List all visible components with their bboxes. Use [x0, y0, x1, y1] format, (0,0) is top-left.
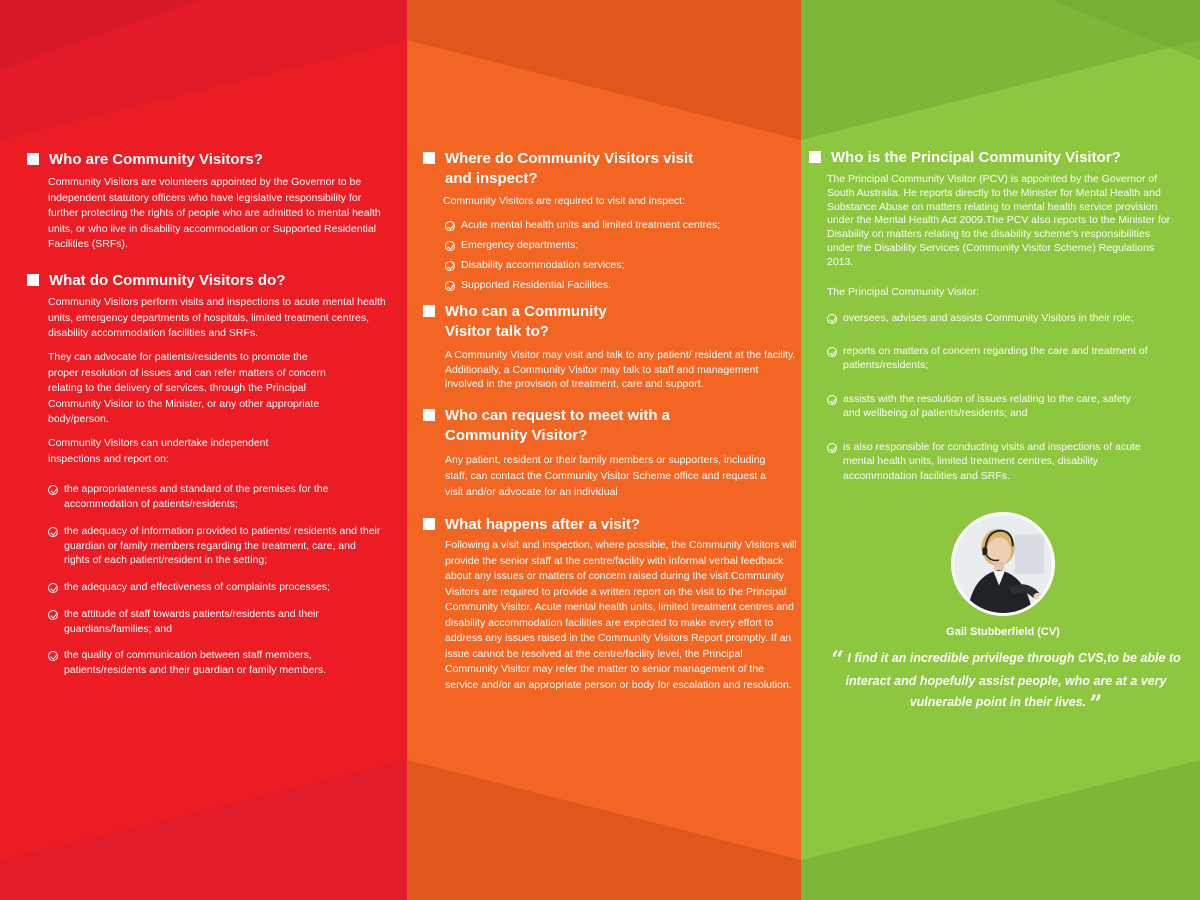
square-bullet-icon — [423, 152, 435, 164]
heading-text: What happens after a visit? — [445, 516, 641, 533]
where-text: Community Visitors are required to visit and inspect: — [443, 195, 685, 207]
list-item: the adequacy and effectiveness of complaints processes; — [48, 580, 384, 595]
close-quote-icon: ” — [1089, 691, 1103, 717]
check-circle-icon — [827, 395, 837, 405]
red-panel — [0, 0, 407, 900]
check-circle-icon — [445, 281, 455, 291]
talk-text: A Community Visitor may visit and talk to any patient/ resident at the facility. Additionally, a Community Visitor may talk to staff and management involved in the provision of treatment, care and support. — [445, 349, 796, 390]
list-item: oversees, advises and assists Community Visitors in their role; — [827, 311, 1167, 326]
heading-pcv — [809, 148, 1121, 168]
square-bullet-icon — [809, 151, 821, 163]
where-list — [445, 218, 785, 293]
check-circle-icon — [48, 610, 58, 620]
check-circle-icon — [48, 485, 58, 495]
heading-text: Who is the Principal Community Visitor? — [831, 149, 1121, 166]
check-circle-icon — [827, 443, 837, 453]
report-list — [48, 482, 384, 677]
check-circle-icon — [445, 221, 455, 231]
open-quote-icon: “ — [831, 647, 844, 673]
list-item: Disability accommodation services; — [445, 258, 785, 273]
square-bullet-icon — [423, 409, 435, 421]
heading-what-do — [27, 271, 285, 291]
list-item: reports on matters of concern regarding the care and treatment of patients/residents; — [827, 344, 1167, 373]
list-item: assists with the resolution of issues relating to the care, safety and wellbeing of patients/residents; and — [827, 392, 1167, 421]
check-circle-icon — [48, 527, 58, 537]
square-bullet-icon — [423, 518, 435, 530]
list-item: the adequacy of information provided to patients/ residents and their guardian or family members regarding the treatment, care, and rights of each patient/resident in the setting; — [48, 524, 384, 568]
list-item: Acute mental health units and limited treatment centres; — [445, 218, 785, 233]
testimonial-quote — [831, 648, 1181, 715]
check-circle-icon — [445, 241, 455, 251]
quote-text: I find it an incredible privilege through CVS,to be able to interact and hopefully assist people, who are at a very vulnerable point in their lives. — [845, 651, 1181, 709]
heading-text: What do Community Visitors do? — [49, 272, 286, 289]
person-with-headset-icon — [951, 512, 1055, 616]
list-item: Emergency departments; — [445, 238, 785, 253]
heading-request — [423, 406, 675, 446]
orange-panel — [407, 0, 801, 900]
check-circle-icon — [48, 651, 58, 661]
green-panel — [801, 0, 1200, 900]
heading-text: Who can a Community Visitor talk to? — [445, 303, 607, 340]
photo-caption: Gail Stubberfield (CV) — [946, 626, 1060, 638]
square-bullet-icon — [423, 305, 435, 317]
heading-text: Where do Community Visitors visit and inspect? — [445, 150, 694, 187]
list-item: the attitude of staff towards patients/residents and their guardians/families; and — [48, 607, 384, 636]
check-circle-icon — [827, 347, 837, 357]
check-circle-icon — [48, 583, 58, 593]
what-do-text-1: Community Visitors perform visits and inspections to acute mental health units, emergency departments of hospitals, limited treatment centres, disability accommodation facilities and SRFs. — [48, 296, 386, 339]
heading-text: Who are Community Visitors? — [49, 151, 263, 168]
heading-where — [423, 149, 783, 189]
list-item: Supported Residential Facilities. — [445, 278, 785, 293]
what-do-text-3: Community Visitors can undertake independent inspections and report on: — [48, 437, 269, 465]
request-text: Any patient, resident or their family members or supporters, including staff, can contact the Community Visitor Scheme office and request a visit and/or advocate for an individual — [445, 454, 767, 498]
square-bullet-icon — [27, 153, 39, 165]
heading-after — [423, 515, 640, 535]
pcv-list — [827, 311, 1167, 483]
list-item: is also responsible for conducting visits and inspections of acute mental health units, limited treatment centres, disability accommodation facilities and SRFs. — [827, 440, 1167, 484]
list-item: the quality of communication between staff members, patients/residents and their guardian or family members. — [48, 648, 384, 677]
what-do-text-2: They can advocate for patients/residents to promote the proper resolution of issues and can refer matters of concern relating to the delivery of services, through the Principal Community Visitor to the Minister, or any other appropriate body/person. — [48, 351, 326, 425]
square-bullet-icon — [27, 274, 39, 286]
check-circle-icon — [827, 314, 837, 324]
list-item: the appropriateness and standard of the premises for the accommodation of patients/residents; — [48, 482, 384, 511]
who-are-text: Community Visitors are volunteers appointed by the Governor to be independent statutory officers who have legislative responsibility for further protecting the rights of people who are admitted to mental health units, or who live in disability accommodation or Supported Residential Facilities (SRFs). — [48, 176, 381, 250]
heading-who-are — [27, 150, 263, 170]
heading-talk — [423, 302, 645, 342]
after-text: Following a visit and inspection, where possible, the Community Visitors will provide the senior staff at the centre/facility with informal verbal feedback about any issues or matters of concern raised during the visit.Community Visitors are required to provide a written report on the visit to the Principal Community Visitor. Acute mental health units, limited treatment centres and disability accommodation facilities are expected to make every effort to address any issues raised in the Community Visitors Report promptly. If an issue cannot be resolved at the centre/facility level, the Principal Community Visitor may refer the matter to senior management of the service and/or an appropriate person or body for escalation and resolution. — [445, 539, 797, 691]
pcv-intro: The Principal Community Visitor: — [827, 286, 980, 298]
pcv-text: The Principal Community Visitor (PCV) is appointed by the Governor of South Australia. He reports directly to the Minister for Mental Health and Substance Abuse on matters relating to mental health service provision under the Mental Health Act 2009.The PCV also reports to the Minister for Disability on matters relating to the disability scheme's responsibilities under the Disability Services (Community Visitor Scheme) Regulations 2013. — [827, 173, 1171, 268]
check-circle-icon — [445, 261, 455, 271]
heading-text: Who can request to meet with a Community Visitor? — [445, 407, 671, 444]
